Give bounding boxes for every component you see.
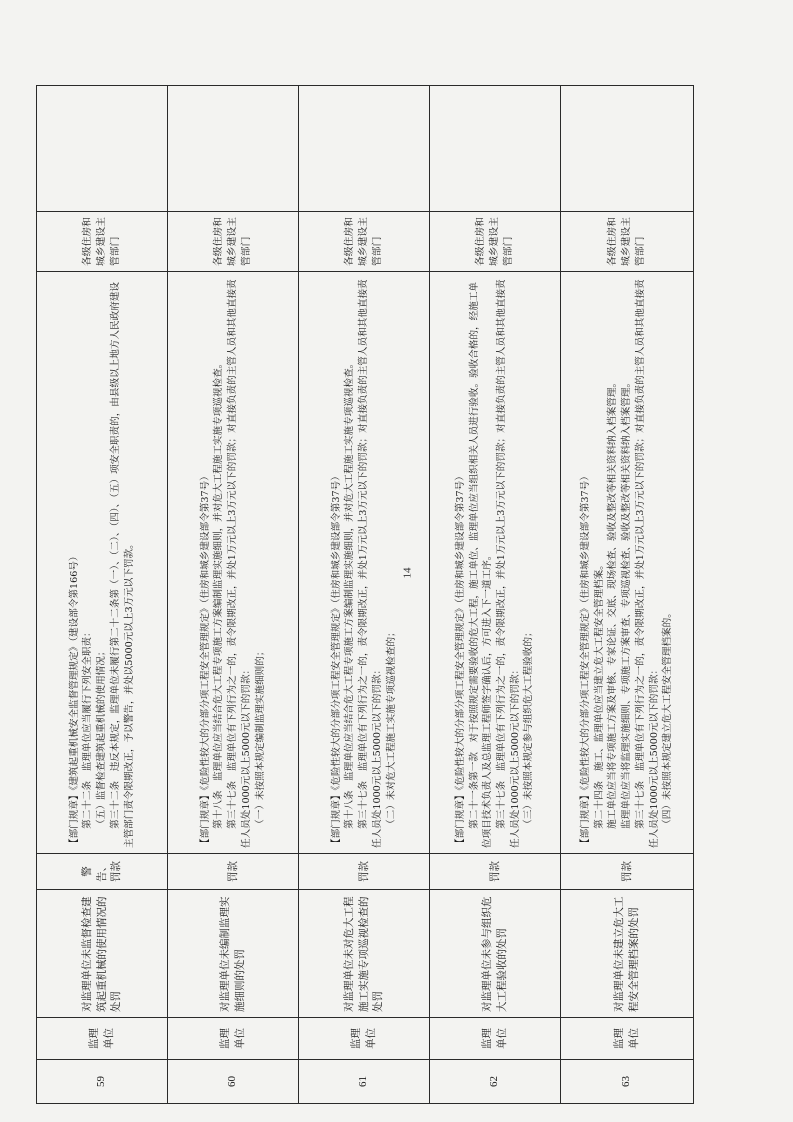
remarks-cell [561, 86, 694, 212]
subject-cell: 监理单位 [168, 1018, 299, 1060]
basis-clause: （五）监督检查建筑起重机械的使用情况； [96, 646, 108, 829]
basis-clause: 第十八条 监理单位应当结合危大工程专项施工方案编制监理实施细则，并对危大工程施工实施专项巡视检查。 [213, 358, 225, 829]
subject-cell: 监理单位 [37, 1018, 168, 1060]
authority-cell: 各级住房和城乡建设主管部门 [299, 212, 430, 272]
table-row [37, 86, 168, 1104]
basis-clause: （二）未对危大工程施工实施专项巡视检查的； [385, 627, 397, 829]
basis-clause: 第三十二条 违反本规定，监理单位未履行第二十二条第（一）、（二）、（四）、（五）项安全职责的，由县级以上地方人民政府建设主管部门责令限期改正，予以警告，并处以5000元以上3万元以下罚款。 [109, 281, 135, 848]
legal-basis-cell [168, 272, 299, 854]
basis-clause: 监理单位应当将监理实施细则、专项施工方案审查、专项巡视检查、验收及整改等相关资料纳入档案管理。 [621, 377, 633, 829]
rotated-table-wrapper [36, 86, 694, 1104]
penalty-item-cell: 对监理单位未建立危大工程安全管理档案的处罚 [561, 890, 694, 1018]
basis-clause: 第二十四条 施工、监理单位应当建立危大工程安全管理档案。 [593, 560, 605, 829]
basis-clause: （三）未按照本规定参与组织危大工程验收的； [523, 627, 535, 829]
row-number: 60 [168, 1060, 299, 1104]
basis-heading: 【部门规章】《危险性较大的分部分项工程安全管理规定》（住房和城乡建设部令第37号） [199, 471, 211, 848]
legal-basis-cell [299, 272, 430, 854]
basis-clause: （四）未按照本规定建立危大工程安全管理档案的。 [662, 608, 674, 829]
basis-clause: 第三十七条 监理单位有下列行为之一的，责令限期改正，并处1万元以上3万元以下的罚款；对直接负责的主管人员和其他直接责任人员处1000元以上5000元以下的罚款： [634, 279, 660, 848]
basis-clause: 第二十二条 监理单位应当履行下列安全职责： [82, 627, 94, 829]
authority-cell: 各级住房和城乡建设主管部门 [168, 212, 299, 272]
table-row [561, 86, 694, 1104]
penalty-item-cell: 对监理单位未对危大工程施工实施专项巡视检查的处罚 [299, 890, 430, 1018]
remarks-cell [299, 86, 430, 212]
category-cell: 罚款 [168, 854, 299, 890]
remarks-cell [37, 86, 168, 212]
legal-basis-cell [37, 272, 168, 854]
table-row [168, 86, 299, 1104]
basis-clause: （一）未按照本规定编制监理实施细则的； [254, 646, 266, 829]
penalty-item-cell: 对监理单位未监督检查建筑起重机械的使用情况的处罚 [37, 890, 168, 1018]
remarks-cell [168, 86, 299, 212]
authority-cell: 各级住房和城乡建设主管部门 [37, 212, 168, 272]
legal-basis-cell [561, 272, 694, 854]
table-row [299, 86, 430, 1104]
subject-cell: 监理单位 [430, 1018, 561, 1060]
row-number: 62 [430, 1060, 561, 1104]
table-row [430, 86, 561, 1104]
page-number: 14 [401, 567, 414, 579]
row-number: 59 [37, 1060, 168, 1104]
subject-cell: 监理单位 [299, 1018, 430, 1060]
authority-cell: 各级住房和城乡建设主管部门 [561, 212, 694, 272]
basis-clause: 第十八条 监理单位应当结合危大工程专项施工方案编制监理实施细则，并对危大工程施工实施专项巡视检查。 [344, 358, 356, 829]
penalty-item-cell: 对监理单位未参与组织危大工程验收的处罚 [430, 890, 561, 1018]
category-cell: 警告、罚款 [37, 854, 168, 890]
category-cell: 罚款 [299, 854, 430, 890]
basis-clause: 施工单位应当将专项施工方案及审核、专家论证、交底、现场检查、验收及整改等相关资料纳入档案管理。 [607, 377, 619, 829]
category-cell: 罚款 [561, 854, 694, 890]
authority-cell: 各级住房和城乡建设主管部门 [430, 212, 561, 272]
penalty-table [36, 85, 694, 1104]
subject-cell: 监理单位 [561, 1018, 694, 1060]
basis-heading: 【部门规章】《危险性较大的分部分项工程安全管理规定》（住房和城乡建设部令第37号） [454, 471, 466, 848]
basis-heading: 【部门规章】《建筑起重机械安全监督管理规定》（建设部令第166号） [68, 551, 80, 848]
basis-clause: 第二十一条第一款 对于按照规定需要验收的危大工程，施工单位、监理单位应当组织相关人员进行验收。验收合格的，经施工单位项目技术负责人及总监理工程师签字确认后，方可进入下一道工序。 [468, 281, 494, 848]
basis-clause: 第三十七条 监理单位有下列行为之一的，责令限期改正，并处1万元以上3万元以下的罚款；对直接负责的主管人员和其他直接责任人员处1000元以上5000元以下的罚款： [227, 279, 252, 848]
row-number: 63 [561, 1060, 694, 1104]
basis-clause: 第三十七条 监理单位有下列行为之一的，责令限期改正，并处1万元以上3万元以下的罚款；对直接负责的主管人员和其他直接责任人员处1000元以上5000元以下的罚款： [496, 279, 521, 848]
basis-heading: 【部门规章】《危险性较大的分部分项工程安全管理规定》（住房和城乡建设部令第37号） [330, 471, 342, 848]
basis-clause: 第三十七条 监理单位有下列行为之一的，责令限期改正，并处1万元以上3万元以下的罚款；对直接负责的主管人员和其他直接责任人员处1000元以上5000元以下的罚款： [358, 279, 383, 848]
penalty-item-cell: 对监理单位未编制监理实施细则的处罚 [168, 890, 299, 1018]
legal-basis-cell [430, 272, 561, 854]
remarks-cell [430, 86, 561, 212]
row-number: 61 [299, 1060, 430, 1104]
basis-heading: 【部门规章】《危险性较大的分部分项工程安全管理规定》（住房和城乡建设部令第37号） [579, 471, 591, 848]
category-cell: 罚款 [430, 854, 561, 890]
